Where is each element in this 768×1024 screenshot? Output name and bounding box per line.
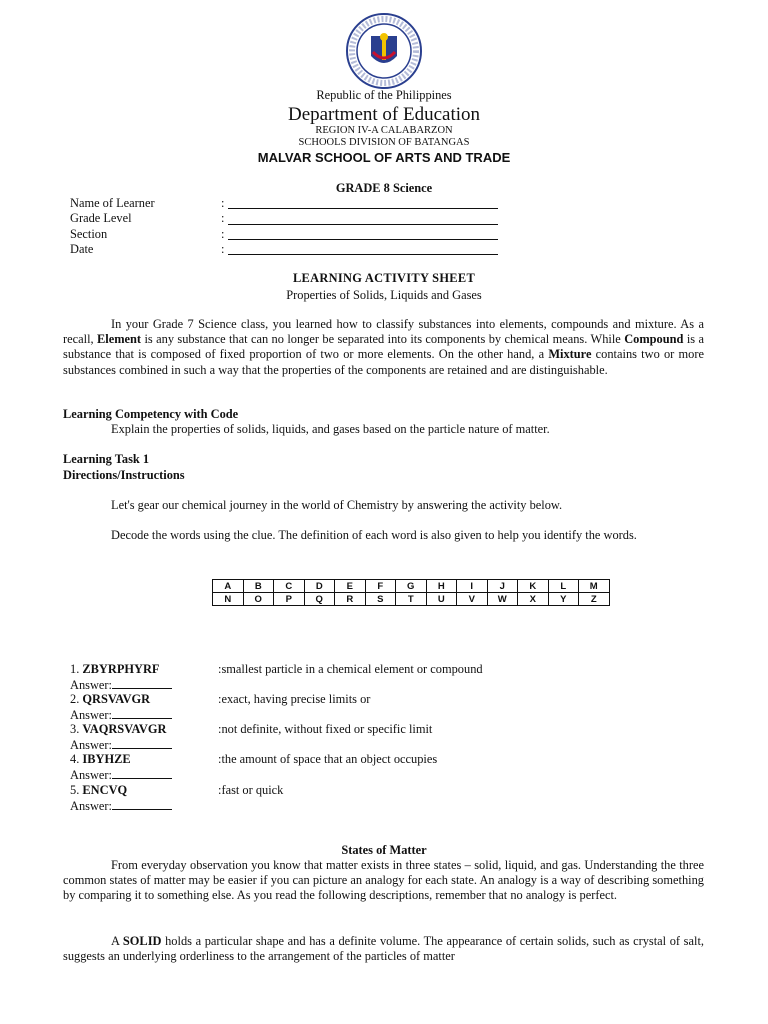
question-4-definition: :the amount of space that an object occupies — [218, 752, 438, 766]
task-subheading: Directions/Instructions — [63, 468, 185, 482]
cipher-cell: Q — [304, 593, 335, 606]
cipher-cell: X — [518, 593, 549, 606]
competency-text: Explain the properties of solids, liquids, and gases based on the particle nature of matter. — [111, 422, 550, 436]
cipher-cell: C — [274, 580, 305, 593]
answer-1[interactable]: Answer: — [70, 677, 172, 693]
colon: : — [221, 211, 225, 225]
question-4: 4. IBYHZE — [70, 752, 131, 766]
question-1-definition: :smallest particle in a chemical element or compound — [218, 662, 483, 676]
cipher-cell: O — [243, 593, 274, 606]
cipher-row-top — [213, 580, 610, 593]
cipher-cell: V — [457, 593, 488, 606]
cipher-cell: E — [335, 580, 366, 593]
division-line: SCHOOLS DIVISION OF BATANGAS — [298, 137, 470, 148]
task-line-1: Let's gear our chemical journey in the world of Chemistry by answering the activity below. — [111, 498, 563, 512]
name-of-learner-label: Name of Learner — [70, 196, 155, 210]
answer-3[interactable]: Answer: — [70, 737, 172, 753]
republic-line: Republic of the Philippines — [316, 88, 452, 102]
task-heading: Learning Task 1 — [63, 452, 150, 466]
cipher-cell: K — [518, 580, 549, 593]
states-heading: States of Matter — [341, 843, 427, 857]
colon: : — [221, 227, 225, 241]
cipher-cell: P — [274, 593, 305, 606]
question-2: 2. QRSVAVGR — [70, 692, 151, 706]
answer-5[interactable]: Answer: — [70, 798, 172, 814]
name-of-learner-field[interactable] — [228, 208, 498, 209]
cipher-cell: G — [396, 580, 427, 593]
cipher-cell: S — [365, 593, 396, 606]
cipher-cell: Z — [579, 593, 610, 606]
grade-subject: GRADE 8 Science — [335, 181, 433, 195]
states-paragraph-1: From everyday observation you know that matter exists in three states – solid, liquid, and gas. Understanding the three common states of matter may be easier if you can picture an analogy for each state. An analogy is a way of describing something by comparing it to something else. As you read the following descriptions, remember that no analogy is perfect. — [63, 858, 704, 903]
region-line: REGION IV-A CALABARZON — [315, 125, 453, 136]
cipher-row-bottom — [213, 593, 610, 606]
cipher-cell: W — [487, 593, 518, 606]
cipher-cell: F — [365, 580, 396, 593]
question-5-definition: :fast or quick — [218, 783, 284, 797]
grade-level-label: Grade Level — [70, 211, 132, 225]
cipher-cell: M — [579, 580, 610, 593]
answer-2[interactable]: Answer: — [70, 707, 172, 723]
task-line-2: Decode the words using the clue. The definition of each word is also given to help you identify the words. — [111, 528, 637, 542]
cipher-cell: N — [213, 593, 244, 606]
grade-level-field[interactable] — [228, 224, 498, 225]
question-3-definition: :not definite, without fixed or specific limit — [218, 722, 433, 736]
department-title: Department of Education — [287, 104, 481, 125]
school-name: MALVAR SCHOOL OF ARTS AND TRADE — [257, 150, 511, 165]
cipher-cell: T — [396, 593, 427, 606]
cipher-cell: L — [548, 580, 579, 593]
cipher-cell: H — [426, 580, 457, 593]
deped-seal — [345, 12, 423, 90]
cipher-cell: A — [213, 580, 244, 593]
answer-4[interactable]: Answer: — [70, 767, 172, 783]
sheet-title: LEARNING ACTIVITY SHEET — [292, 271, 476, 285]
colon: : — [221, 196, 225, 210]
cipher-cell: I — [457, 580, 488, 593]
cipher-cell: B — [243, 580, 274, 593]
date-label: Date — [70, 242, 94, 256]
cipher-cell: R — [335, 593, 366, 606]
competency-heading: Learning Competency with Code — [63, 407, 239, 421]
question-2-definition: :exact, having precise limits or — [218, 692, 371, 706]
section-field[interactable] — [228, 239, 498, 240]
intro-paragraph: In your Grade 7 Science class, you learned how to classify substances into elements, compounds and mixture. As a recall, Element is any substance that can no longer be separated into its components by chemical means. While Compound is a substance that is composed of fixed proportion of two or more elements. On the other hand, a Mixture contains two or more substances combined in such a way that the properties of the components are retained and are distinguishable. — [63, 317, 704, 377]
cipher-cell: Y — [548, 593, 579, 606]
question-1: 1. ZBYRPHYRF — [70, 662, 160, 676]
cipher-table — [212, 579, 610, 606]
cipher-cell: U — [426, 593, 457, 606]
date-field[interactable] — [228, 254, 498, 255]
cipher-cell: D — [304, 580, 335, 593]
colon: : — [221, 242, 225, 256]
section-label: Section — [70, 227, 108, 241]
sheet-subtitle: Properties of Solids, Liquids and Gases — [286, 288, 482, 302]
states-paragraph-2: A SOLID holds a particular shape and has a definite volume. The appearance of certain solids, such as crystal of salt, suggests an underlying orderliness to the arrangement of the particles of matter — [63, 934, 704, 964]
question-5: 5. ENCVQ — [70, 783, 128, 797]
cipher-cell: J — [487, 580, 518, 593]
question-3: 3. VAQRSVAVGR — [70, 722, 167, 736]
